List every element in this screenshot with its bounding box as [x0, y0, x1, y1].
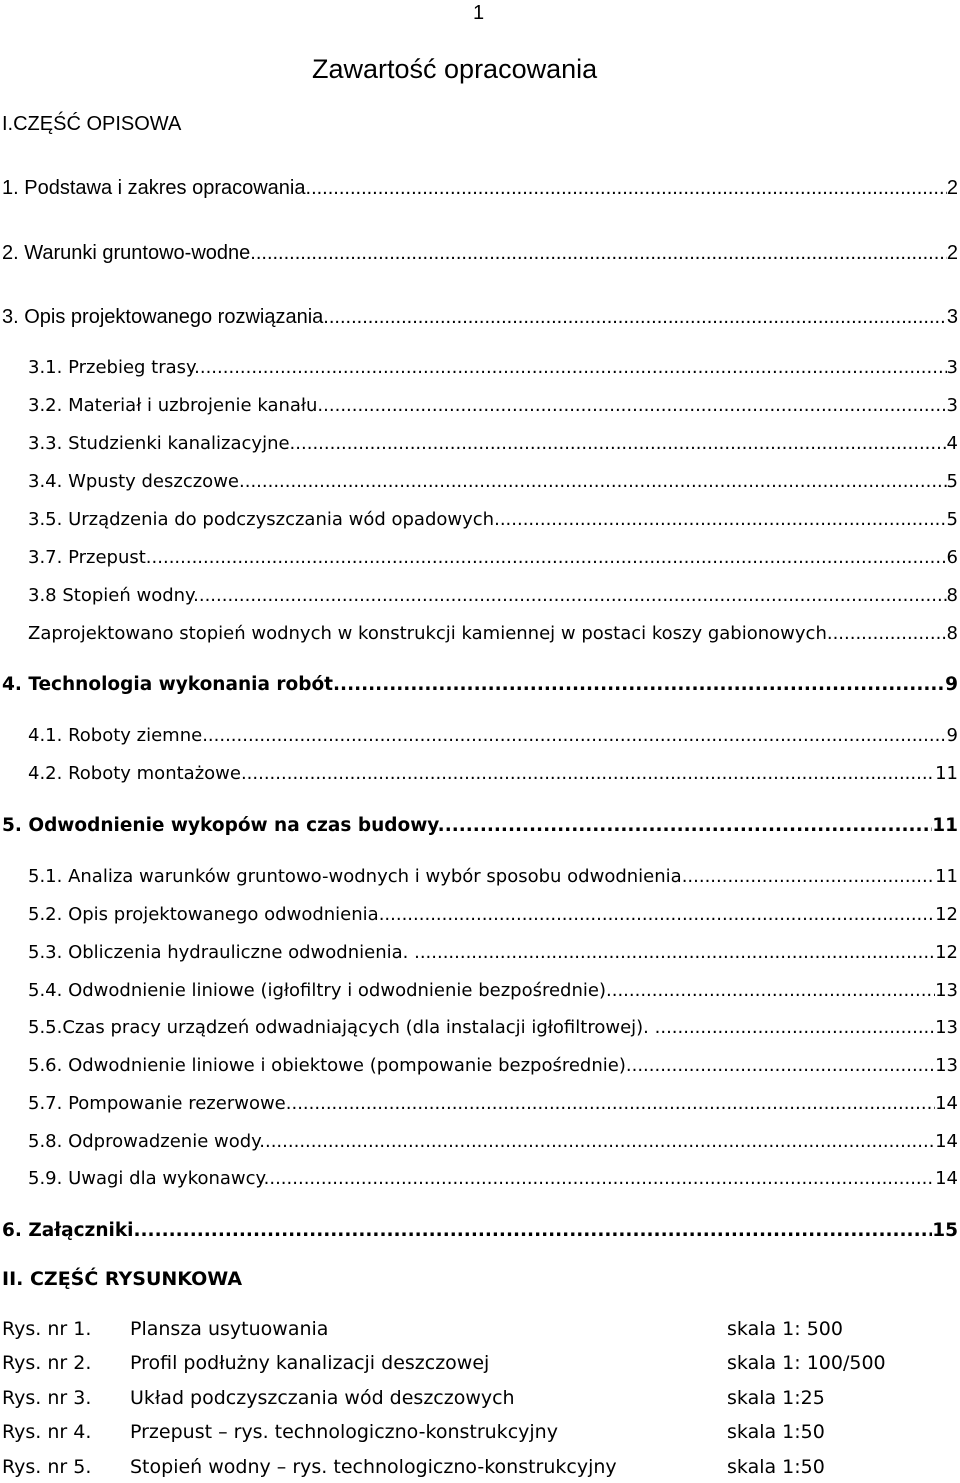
toc-leader-dots: [384, 904, 935, 925]
toc-leader-dots: [500, 509, 947, 530]
section-heading-drawings: II. CZĘŚĆ RYSUNKOWA: [2, 1268, 243, 1290]
toc-leader-dots: [660, 1017, 935, 1038]
drawing-name: Przepust – rys. technologiczno-konstrukcyjny: [130, 1421, 558, 1443]
drawing-row: [2, 1352, 952, 1378]
toc-entry-page: 11: [932, 815, 958, 836]
toc-entry[interactable]: [2, 306, 958, 329]
toc-entry-page: 13: [935, 980, 958, 1001]
toc-entry-label: 5.4. Odwodnienie liniowe (igłofiltry i odwodnienie bezpośrednie).: [28, 980, 612, 1001]
toc-entry-label: 5.2. Opis projektowanego odwodnienia.: [28, 904, 385, 925]
toc-entry-page: 3: [946, 395, 958, 416]
toc-leader-dots: [245, 471, 947, 492]
toc-leader-dots: [141, 1220, 933, 1241]
toc-entry-label: 3.7. Przepust.: [28, 547, 152, 568]
drawing-scale: skala 1: 100/500: [727, 1352, 886, 1374]
toc-leader-dots: [256, 242, 947, 265]
toc-entry-label: 5.8. Odprowadzenie wody.: [28, 1131, 265, 1152]
toc-entry-page: 2: [946, 242, 958, 264]
toc-entry-page: 14: [935, 1093, 958, 1114]
toc-entry[interactable]: [28, 433, 958, 454]
toc-entry[interactable]: [2, 177, 958, 200]
drawing-row: [2, 1421, 952, 1447]
toc-entry[interactable]: [28, 1017, 958, 1038]
toc-entry[interactable]: [28, 763, 958, 784]
toc-entry-page: 11: [935, 763, 958, 784]
toc-entry-label: 4. Technologia wykonania robót.: [2, 674, 341, 695]
toc-entry-label: 3.5. Urządzenia do podczyszczania wód opadowych.: [28, 509, 500, 530]
toc-leader-dots: [152, 547, 947, 568]
drawing-row: [2, 1456, 952, 1482]
toc-leader-dots: [269, 1168, 935, 1189]
toc-entry-page: 9: [945, 674, 958, 695]
toc-entry[interactable]: [28, 623, 958, 644]
toc-entry-label: Zaprojektowano stopień wodnych w konstrukcji kamiennej w postaci koszy gabionowych..: [28, 623, 839, 644]
toc-leader-dots: [687, 866, 935, 887]
drawing-name: Układ podczyszczania wód deszczowych: [130, 1387, 515, 1409]
toc-entry-page: 2: [946, 177, 958, 199]
toc-entry-page: 4: [946, 433, 958, 454]
toc-entry[interactable]: [28, 509, 958, 530]
toc-entry-page: 9: [946, 725, 958, 746]
toc-entry-label: 5.3. Obliczenia hydrauliczne odwodnienia. .: [28, 942, 420, 963]
toc-leader-dots: [838, 623, 946, 644]
toc-entry-label: 4.1. Roboty ziemne.: [28, 725, 208, 746]
toc-entry-page: 13: [935, 1055, 958, 1076]
toc-entry[interactable]: [28, 357, 958, 378]
drawing-scale: skala 1:25: [727, 1387, 825, 1409]
toc-leader-dots: [632, 1055, 936, 1076]
toc-entry[interactable]: [28, 395, 958, 416]
toc-leader-dots: [265, 1131, 935, 1152]
page-number: 1: [473, 2, 485, 24]
toc-leader-dots: [199, 585, 947, 606]
toc-entry-label: 2. Warunki gruntowo-wodne.: [2, 242, 256, 264]
toc-entry[interactable]: [28, 471, 958, 492]
toc-entry[interactable]: [2, 1220, 958, 1241]
drawing-number: Rys. nr 2.: [2, 1352, 92, 1374]
toc-leader-dots: [329, 306, 947, 329]
toc-entry-label: 3.4. Wpusty deszczowe.: [28, 471, 245, 492]
drawing-name: Stopień wodny – rys. technologiczno-konstrukcyjny: [130, 1456, 617, 1478]
toc-entry-label: 4.2. Roboty montażowe.: [28, 763, 247, 784]
toc-leader-dots: [311, 177, 947, 200]
toc-entry[interactable]: [28, 904, 958, 925]
toc-entry-label: 5.1. Analiza warunków gruntowo-wodnych i wybór sposobu odwodnienia.: [28, 866, 688, 887]
toc-entry[interactable]: [2, 242, 958, 265]
toc-leader-dots: [420, 942, 935, 963]
toc-entry-label: 3.8 Stopień wodny.: [28, 585, 199, 606]
toc-entry-page: 8: [946, 585, 958, 606]
drawing-number: Rys. nr 1.: [2, 1318, 92, 1340]
drawing-name: Plansza usytuowania: [130, 1318, 329, 1340]
drawing-row: [2, 1318, 952, 1344]
toc-leader-dots: [295, 433, 946, 454]
toc-entry-page: 14: [935, 1168, 958, 1189]
toc-entry-page: 5: [946, 509, 958, 530]
toc-entry[interactable]: [28, 980, 958, 1001]
toc-entry-label: 5.5.Czas pracy urządzeń odwadniających (dla instalacji igłofiltrowej). .: [28, 1017, 661, 1038]
toc-entry-page: 6: [946, 547, 958, 568]
toc-entry-label: 5.7. Pompowanie rezerwowe.: [28, 1093, 292, 1114]
toc-entry-page: 5: [946, 471, 958, 492]
toc-entry-page: 12: [935, 942, 958, 963]
toc-entry[interactable]: [28, 1168, 958, 1189]
page-title: Zawartość opracowania: [312, 54, 598, 84]
toc-entry-label: 5.9. Uwagi dla wykonawcy.: [28, 1168, 270, 1189]
toc-entry[interactable]: [28, 866, 958, 887]
toc-entry[interactable]: [28, 1131, 958, 1152]
toc-entry-label: 3.2. Materiał i uzbrojenie kanału.: [28, 395, 324, 416]
toc-entry-page: 12: [935, 904, 958, 925]
drawing-scale: skala 1:50: [727, 1456, 825, 1478]
toc-leader-dots: [612, 980, 935, 1001]
toc-entry-label: 5.6. Odwodnienie liniowe i obiektowe (pompowanie bezpośrednie).: [28, 1055, 632, 1076]
toc-entry[interactable]: [28, 1055, 958, 1076]
toc-leader-dots: [208, 725, 947, 746]
toc-entry-page: 3: [946, 357, 958, 378]
toc-entry[interactable]: [28, 547, 958, 568]
toc-entry[interactable]: [2, 674, 958, 695]
toc-leader-dots: [291, 1093, 935, 1114]
section-heading-descriptive: I.CZĘŚĆ OPISOWA: [2, 113, 182, 135]
toc-entry-label: 3.3. Studzienki kanalizacyjne.: [28, 433, 296, 454]
drawing-number: Rys. nr 5.: [2, 1456, 92, 1478]
drawing-row: [2, 1387, 952, 1413]
drawing-number: Rys. nr 4.: [2, 1421, 92, 1443]
toc-entry[interactable]: [28, 585, 958, 606]
toc-entry-page: 8: [946, 623, 958, 644]
toc-entry-label: 1. Podstawa i zakres opracowania.: [2, 177, 312, 199]
toc-leader-dots: [200, 357, 947, 378]
toc-entry-page: 3: [946, 306, 958, 328]
drawing-scale: skala 1:50: [727, 1421, 825, 1443]
toc-leader-dots: [323, 395, 946, 416]
toc-entry[interactable]: [2, 815, 958, 836]
toc-leader-dots: [340, 674, 945, 695]
toc-entry-page: 15: [932, 1220, 958, 1241]
toc-entry-label: 3. Opis projektowanego rozwiązania.: [2, 306, 329, 328]
drawing-scale: skala 1: 500: [727, 1318, 843, 1340]
drawing-name: Profil podłużny kanalizacji deszczowej: [130, 1352, 490, 1374]
toc-entry-label: 3.1. Przebieg trasy.: [28, 357, 200, 378]
toc-entry[interactable]: [28, 942, 958, 963]
toc-entry-page: 13: [935, 1017, 958, 1038]
drawing-number: Rys. nr 3.: [2, 1387, 92, 1409]
toc-entry-page: 14: [935, 1131, 958, 1152]
toc-leader-dots: [445, 815, 933, 836]
toc-leader-dots: [247, 763, 935, 784]
toc-entry-label: 5. Odwodnienie wykopów na czas budowy.: [2, 815, 445, 836]
toc-entry[interactable]: [28, 725, 958, 746]
toc-entry-label: 6. Załączniki.: [2, 1220, 141, 1241]
toc-entry-page: 11: [935, 866, 958, 887]
toc-entry[interactable]: [28, 1093, 958, 1114]
